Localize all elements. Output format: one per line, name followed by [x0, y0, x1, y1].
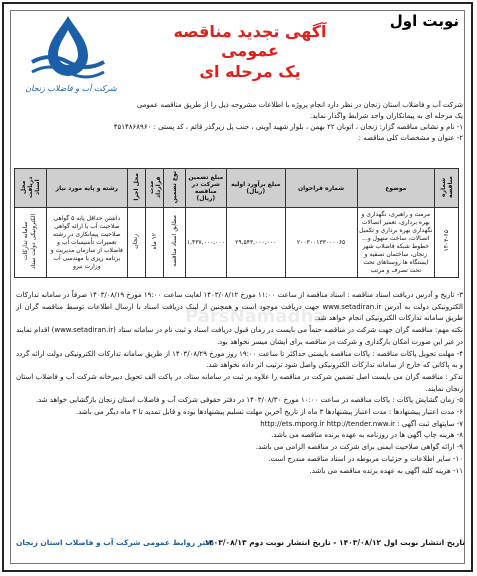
- table-header-cell: شماره مناقصه: [435, 169, 459, 208]
- announcement-title: آگهی تجدید مناقصه عمومی: [173, 22, 327, 60]
- tender-table: [14, 168, 459, 278]
- logo-caption: شرکت آب و فاضلاب زنجان: [25, 84, 117, 93]
- publication-dates: تاریخ انتشار نوبت اول ۱۴۰۳/۰۸/۱۲ - تاریخ انتشار نوبت دوم ۱۴۰۳/۰۸/۱۳: [204, 538, 465, 547]
- water-company-logo: [18, 12, 118, 94]
- cell-call-number: ۲۰۰۳۰۰۱۳۳۰۰۰۰۶۵: [285, 208, 357, 278]
- intro-line: شرکت آب و فاضلاب استان زنجان در نظر دارد انجام پروژه با اطلاعات مشروحه ذیل را از طریق مناقصه عمومی: [136, 101, 463, 109]
- table-header-cell: محل دریافت اسناد: [15, 169, 47, 208]
- table-row: [15, 208, 459, 278]
- cell-docs: سامانه تدارکات الکترونیکی دولت ستاد: [15, 208, 47, 278]
- clause: ۳- تاریخ و آدرس دریافت اسناد مناقصه : اسناد مناقصه از ساعت ۱۱:۰۰ مورخ ۱۴۰۳/۰۸/۱۲ لغایت ساعت ۱۹:۰۰ مورخ ۱۴۰۳/۰۸/۱۹ صرفاً در سامانه تدارکات الکترونیکی دولت به آدرس www.setadiran.ir جهت دریافت موجود است و همچنین از لینک دریافت اسناد با ارسال اطلاعات توسط مناقصه گران از طریق سامانه تدارکات الکترونیکی انجام خواهد شد.: [16, 291, 463, 323]
- clause: نکته مهم: مناقصه گران جهت شرکت در مناقصه حتماً می بایست در زمان قبول دریافت اسناد و ثبت نام در سامانه ستاد (www.setadiran.ir) اقدام نمایند در غیر این صورت امکان بارگذاری و شرکت در مناقصه برای ایشان میسر نخواهد بود.: [16, 326, 463, 346]
- cell-number: ۱۴۰۳-۶۵: [435, 208, 459, 278]
- cell-duration: ۱۲ ماه: [145, 208, 164, 278]
- clause: ۱۰- سایر اطلاعات و جزئیات مربوطه در اسناد مناقصه مندرج است.: [268, 454, 463, 463]
- table-header-cell: مبلغ تضمین شرکت در مناقصه (ریال): [185, 169, 226, 208]
- cell-grade: داشتن حداقل پایه ۵ گواهی صلاحیت آب یا ارائه گواهی صلاحیت پیمانکاری در رشته تعمیرات تأسیسات آب و فاضلاب از سازمان مدیریت و برنامه ریزی یا مهندسی آب وزارت نیرو: [46, 208, 127, 278]
- clause: تذکر : مناقصه گران می بایست اصل تضمین شرکت در مناقصه را علاوه بر ثبت در سامانه ستاد، در پاکت الف تحویل دبیرخانه شرکت آب و فاضلاب استان زنجان نمایند.: [16, 372, 463, 393]
- intro-line: ۱- نام و نشانی مناقصه گزار: زنجان ، اتوبان ۲۲ بهمن ، بلوار شهید آوینی ، جنب پل زیرگذر قائم ، کد پستی : ۴۵۱۴۸۶۸۹۶۰: [113, 123, 463, 131]
- clause: ۹- ارائه گواهی صلاحیت ایمنی برای شرکت در مناقصه الزامی می باشد.: [255, 443, 463, 452]
- clause: ۶- مدت اعتبار پیشنهادها : مدت اعتبار پیشنهادها ۳ ماه از تاریخ آخرین مهلت تسلیم پیشنهادها بوده و قابل تمدید تا ۳ ماه دیگر می باشد.: [76, 408, 463, 417]
- table-header-cell: محل اجرا: [127, 169, 145, 208]
- cell-guarantee: ۱,۴۳۷,۰۰۰,۰۰۰: [185, 208, 226, 278]
- clauses-text: [16, 290, 463, 477]
- edition-label: نوبت اول: [389, 12, 459, 30]
- clause: ۵- زمان گشایش پاکات : پاکات مناقصه در ساعت ۱۰:۰۰ مورخ ۱۴۰۳/۰۸/۳۰ در دفتر حقوقی شرکت آب و فاضلاب استان زنجان بازگشایی خواهد شد.: [35, 396, 463, 405]
- watermark: ParsNamadha: [185, 306, 326, 327]
- clause: ۷- سایتهای ثبت آگهی : http://ets.mporg.ir http://tender.nww.ir: [260, 419, 463, 428]
- table-header-cell: رشته و پایه مورد نیاز: [46, 169, 127, 208]
- footer: [14, 534, 465, 556]
- cell-location: زنجان: [127, 208, 145, 278]
- intro-text: [16, 100, 463, 144]
- table-header-row: [15, 169, 459, 208]
- intro-line: یک مرحله ای به پیمانکاران واجد شرایط واگذار نماید.: [309, 112, 463, 120]
- table-header-cell: شماره فراخوان: [285, 169, 357, 208]
- clause: ۱۱- هزینه کلیه آگهی به عهده برنده مناقصه می باشد.: [309, 466, 463, 475]
- table-header-cell: مبلغ برآورد اولیه (ریال): [226, 169, 285, 208]
- cell-subject: مرمت و راهبری، نگهداری و بهره برداری، تعمیر اتصالات نگهداری بهره برداری و تکمیل اتصالات، ساخت منهول و... خطوط شبکه فاضلاب شهر زنجان، ساختمان تصفیه و ایستگاه ها روستاهای تحت تحت تصرف و مرتب: [357, 208, 434, 278]
- table-header-cell: موضوع: [357, 169, 434, 208]
- clause: ۸- هزینه چاپ آگهی ها در روزنامه به عهده برنده مناقصه می باشد.: [271, 431, 463, 440]
- announcement-subtitle: یک مرحله ای: [199, 62, 301, 81]
- cell-guarantee-type: مطابق اسناد مناقصه: [164, 208, 185, 278]
- public-relations-office: دفتر روابط عمومی شرکت آب و فاضلاب استان زنجان: [16, 538, 215, 547]
- table-header-cell: نوع تضمین: [164, 169, 185, 208]
- intro-line: ۲- عنوان و مشخصات کلی مناقصه :: [358, 134, 463, 142]
- cell-estimate: ۲۹,۵۴۳,۰۰۰,۰۰۰: [226, 208, 285, 278]
- clause: ۴- مهلت تحویل پاکات مناقصه : پاکات مناقصه بایستی حداکثر تا ساعت ۱۹:۰۰ روز مورخ ۱۴۰۳/۰۸/۲۹ از طریق سامانه تدارکات الکترونیکی دولت ارائه گردد و به پاکاتی که خارج از سامانه تدارکات الکترونیکی واصل شود ترتیب اثر داده نخواهد شد.: [16, 349, 463, 370]
- table-header-cell: مدت قرارداد: [145, 169, 164, 208]
